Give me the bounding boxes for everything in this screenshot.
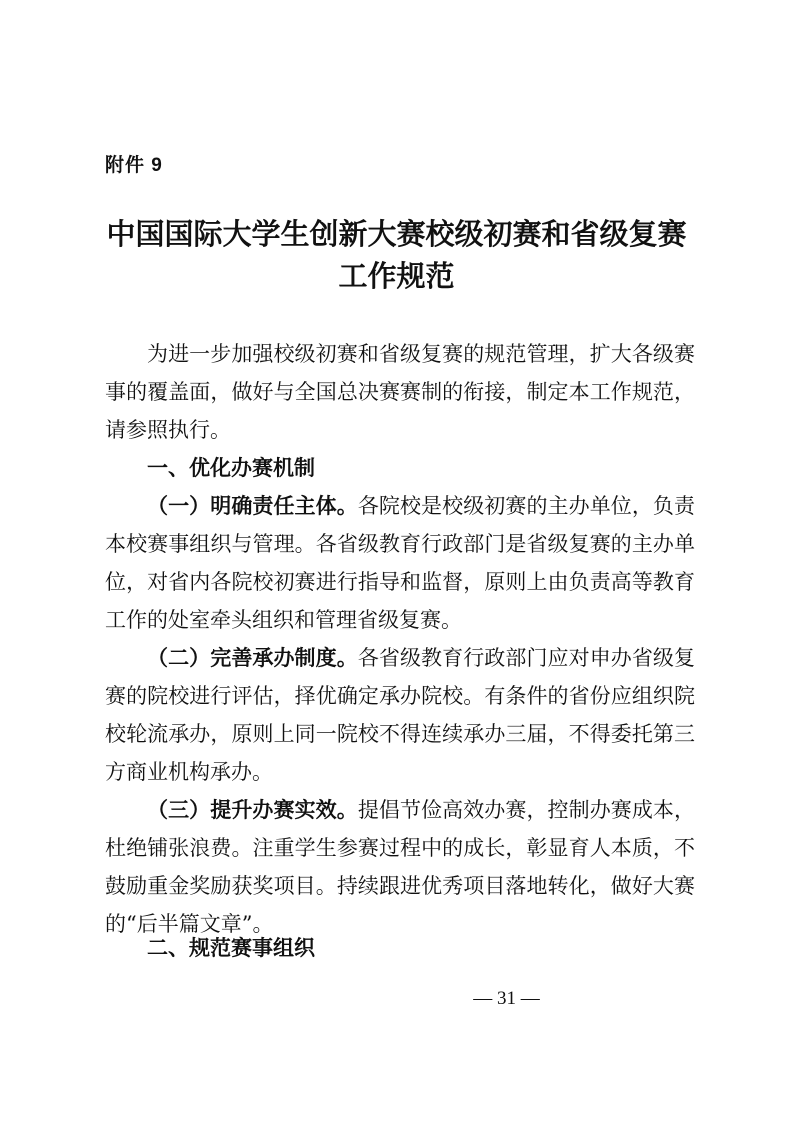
- item-paragraph-1: [105, 487, 695, 639]
- item-paragraph-3: [105, 791, 695, 943]
- item-paragraph-2: [105, 639, 695, 791]
- item-3-text: 提倡节俭高效办赛，控制办赛成本，杜绝铺张浪费。注重学生参赛过程中的成长，彰显育人本质，不鼓励重金奖励获奖项目。持续跟进优秀项目落地转化，做好大赛的“后半篇文章”。: [105, 798, 696, 936]
- item-2-text: 各省级教育行政部门应对申办省级复赛的院校进行评估，择优确定承办院校。有条件的省份应组织院校轮流承办，原则上同一院校不得连续承办三届，不得委托第三方商业机构承办。: [105, 646, 696, 784]
- item-1-text: 各院校是校级初赛的主办单位，负责本校赛事组织与管理。各省级教育行政部门是省级复赛的主办单位，对省内各院校初赛进行指导和监督，原则上由负责高等教育工作的处室牵头组织和管理省级复赛。: [105, 494, 696, 632]
- section-heading-1-text: 一、优化办赛机制: [147, 456, 315, 480]
- attachment-label: 附件 9: [105, 155, 163, 176]
- document-title-line-2: 工作规范: [338, 259, 455, 293]
- item-1-lead: （一）明确责任主体。: [147, 494, 358, 518]
- item-3-lead: （三）提升办赛实效。: [147, 798, 358, 822]
- section-heading-2-text: 二、规范赛事组织: [147, 936, 315, 960]
- document-title-line-1: 中国国际大学生创新大赛校级初赛和省级复赛: [106, 217, 687, 251]
- section-heading-1: [105, 449, 695, 487]
- page-number: [0, 988, 793, 1010]
- item-2-lead: （二）完善承办制度。: [147, 646, 358, 670]
- page-number-text: — 31 —: [473, 988, 540, 1009]
- intro-paragraph: [105, 335, 695, 449]
- intro-text: 为进一步加强校级初赛和省级复赛的规范管理，扩大各级赛事的覆盖面，做好与全国总决赛赛制的衔接，制定本工作规范，请参照执行。: [105, 342, 695, 442]
- section-heading-2: [105, 929, 695, 967]
